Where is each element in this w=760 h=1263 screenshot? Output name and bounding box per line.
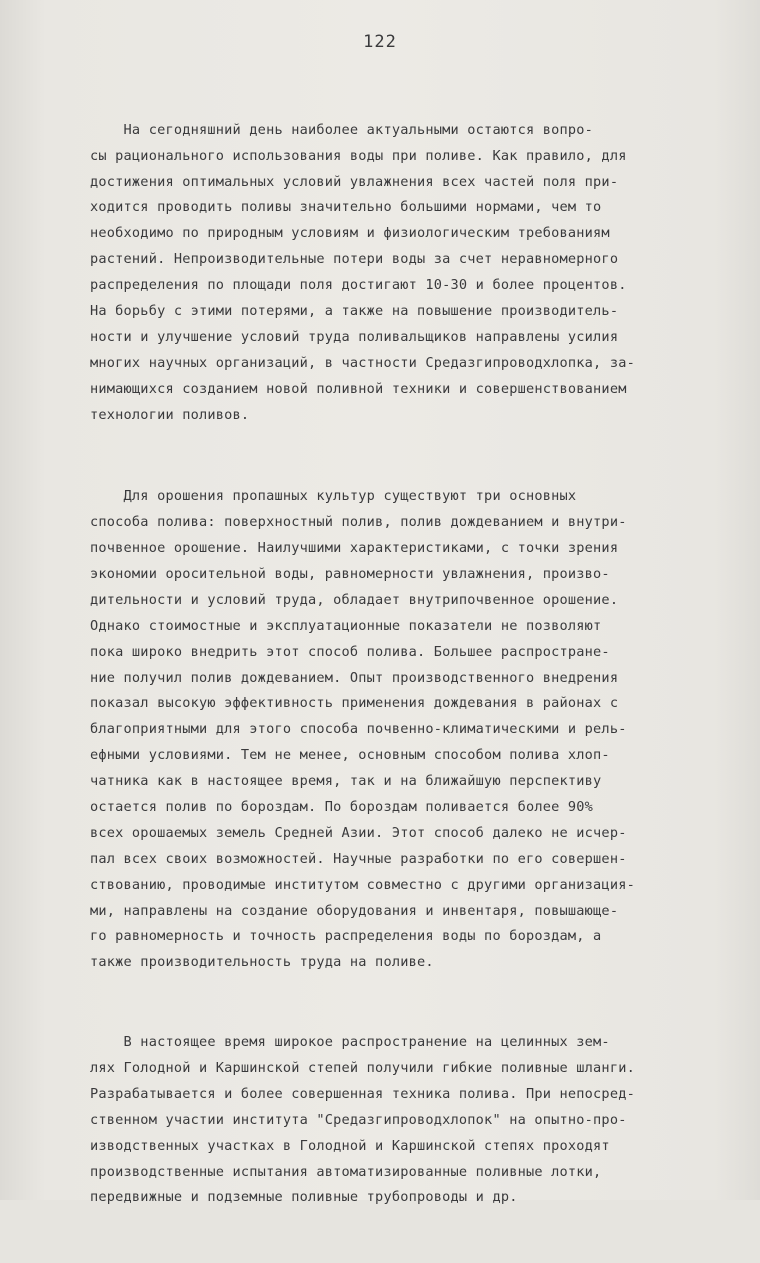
page-number: 122: [363, 32, 397, 52]
text-line: Разрабатывается и более совершенная техника полива. При непосред-: [90, 1085, 635, 1102]
text-line: почвенное орошение. Наилучшими характеристиками, с точки зрения: [90, 540, 619, 557]
text-line: пал всех своих возможностей. Научные разработки по его совершен-: [90, 850, 627, 867]
text-line: необходимо по природным условиям и физиологическим требованиям: [90, 225, 610, 242]
paragraph: [90, 1030, 725, 1211]
text-line: Однако стоимостные и эксплуатационные показатели не позволяют: [90, 617, 602, 634]
text-line: способа полива: поверхностный полив, полив дождеванием и внутри-: [90, 514, 627, 531]
text-line: многих научных организаций, в частности Средазгипроводхлопка, за-: [90, 354, 635, 371]
text-line: также производительность труда на поливе.: [90, 954, 434, 971]
text-line: На сегодняшний день наиболее актуальными остаются вопро-: [90, 121, 594, 138]
text-line: экономии оросительной воды, равномерности увлажнения, произво-: [90, 565, 610, 582]
text-line: ственном участии института "Средазгипроводхлопок" на опытно-про-: [90, 1111, 627, 1128]
text-line: В настоящее время широкое распространение на целинных зем-: [90, 1034, 610, 1051]
text-line: ние получил полив дождеванием. Опыт производственного внедрения: [90, 669, 619, 686]
text-line: ности и улучшение условий труда поливальщиков направлены усилия: [90, 328, 619, 345]
text-line: ми, направлены на создание оборудования и инвентаря, повышающе-: [90, 902, 619, 919]
text-line: лях Голодной и Каршинской степей получили гибкие поливные шланги.: [90, 1059, 635, 1076]
text-line: производственные испытания автоматизированные поливные лотки,: [90, 1163, 602, 1180]
text-line: ефными условиями. Тем не менее, основным способом полива хлоп-: [90, 747, 610, 764]
text-line: распределения по площади поля достигают 10-30 и более процентов.: [90, 277, 627, 294]
text-line: растений. Непроизводительные потери воды за счет неравномерного: [90, 251, 619, 268]
text-line: нимающихся созданием новой поливной техники и совершенствованием: [90, 380, 627, 397]
paragraph: [90, 118, 725, 429]
text-line: сы рационального использования воды при поливе. Как правило, для: [90, 147, 627, 164]
paragraph: [90, 484, 725, 976]
text-line: технологии поливов.: [90, 406, 250, 423]
text-line: изводственных участках в Голодной и Каршинской степях проходят: [90, 1137, 610, 1154]
text-line: всех орошаемых земель Средней Азии. Этот способ далеко не исчер-: [90, 824, 627, 841]
text-line: го равномерность и точность распределения воды по бороздам, а: [90, 928, 602, 945]
text-line: достижения оптимальных условий увлажнения всех частей поля при-: [90, 173, 619, 190]
text-line: чатника как в настоящее время, так и на ближайшую перспективу: [90, 773, 602, 790]
text-line: Для орошения пропашных культур существуют три основных: [90, 488, 577, 505]
text-line: пока широко внедрить этот способ полива. Большее распростране-: [90, 643, 610, 660]
text-line: дительности и условий труда, обладает внутрипочвенное орошение.: [90, 591, 619, 608]
text-line: ходится проводить поливы значительно большими нормами, чем то: [90, 199, 602, 216]
text-line: передвижные и подземные поливные трубопроводы и др.: [90, 1189, 518, 1206]
text-line: благоприятными для этого способа почвенно-климатическими и рель-: [90, 721, 627, 738]
text-line: показал высокую эффективность применения дождевания в районах с: [90, 695, 619, 712]
body-text: [90, 66, 725, 1263]
text-line: ствованию, проводимые институтом совместно с другими организация-: [90, 876, 635, 893]
text-line: На борьбу с этими потерями, а также на повышение производитель-: [90, 303, 619, 320]
text-line: остается полив по бороздам. По бороздам поливается более 90%: [90, 799, 594, 815]
